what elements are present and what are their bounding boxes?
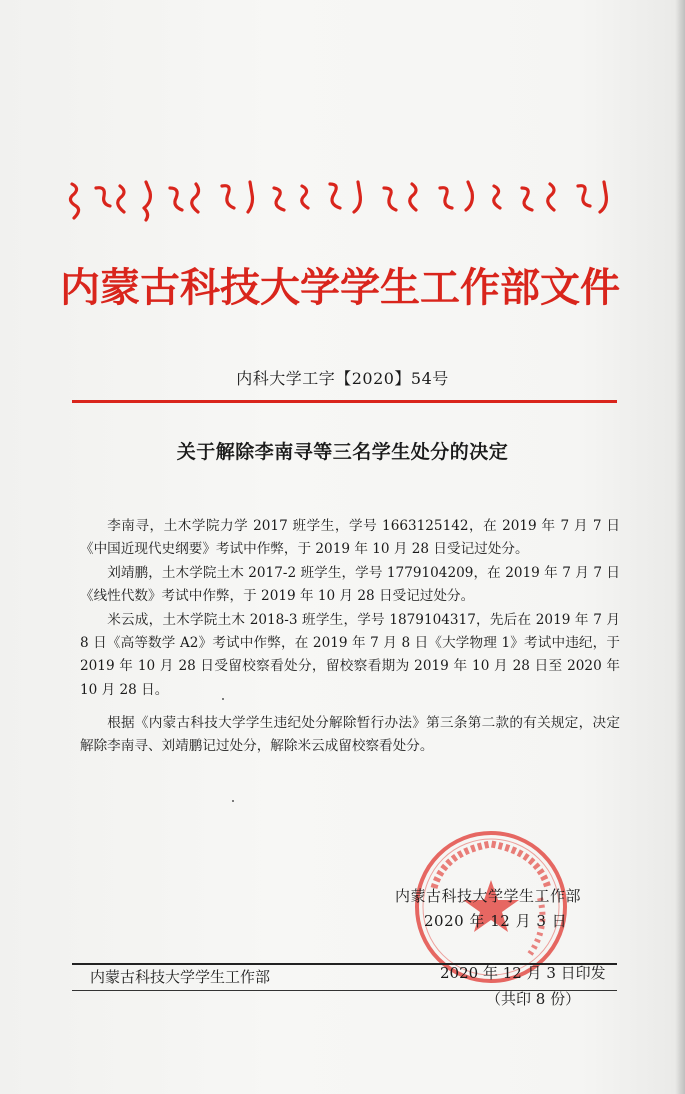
page-edge-shadow — [675, 0, 685, 1094]
scan-speck — [232, 800, 234, 802]
copies-count: （共印 8 份） — [486, 990, 581, 1008]
document-body — [80, 515, 620, 702]
mongolian-script-header-icon — [62, 178, 622, 224]
scan-speck — [222, 698, 224, 700]
footer-print-date: 2020 年 12 月 3 日印发 — [440, 964, 606, 982]
letterhead-title: 内蒙古科技大学学生工作部文件 — [60, 265, 620, 311]
signature-unit: 内蒙古科技大学学生工作部 — [395, 887, 582, 905]
paragraph-li-nanxun: 李南寻，土木学院力学 2017 班学生，学号 1663125142，在 2019 年 7 月 7 日《中国近现代史纲要》考试中作弊，于 2019 年 10 月 28 日受记过处分。 — [80, 518, 620, 558]
document-number: 内科大学工字【2020】54号 — [236, 369, 449, 388]
basis-paragraph: 根据《内蒙古科技大学学生违纪处分解除暂行办法》第三条第二款的有关规定，决定解除李南寻、刘靖鹏记过处分，解除米云成留校察看处分。 — [80, 715, 620, 755]
paragraph-liu-jingpeng: 刘靖鹏，土木学院土木 2017-2 班学生，学号 1779104209，在 2019 年 7 月 7 日《线性代数》考试中作弊，于 2019 年 10 月 28 日受记过处分。 — [80, 564, 620, 605]
paragraph-mi-yuncheng: 米云成，土木学院土木 2018-3 班学生，学号 1879104317，先后在 2019 年 7 月 8 日《高等数学 A2》考试中作弊，在 2019 年 7 月 8 日《大学物理 1》考试中违纪，于 2019 年 10 月 28 日受留校察看处分，留校察看期为 2019 年 10 月 28 日至 2020 年 10 月 28 日。 — [80, 611, 620, 698]
letterhead-divider — [72, 400, 617, 403]
document-subject: 关于解除李南寻等三名学生处分的决定 — [176, 441, 509, 463]
decision-basis — [80, 712, 620, 759]
footer-issuer: 内蒙古科技大学学生工作部 — [90, 968, 271, 986]
signature-date: 2020 年 12 月 3 日 — [424, 912, 568, 930]
